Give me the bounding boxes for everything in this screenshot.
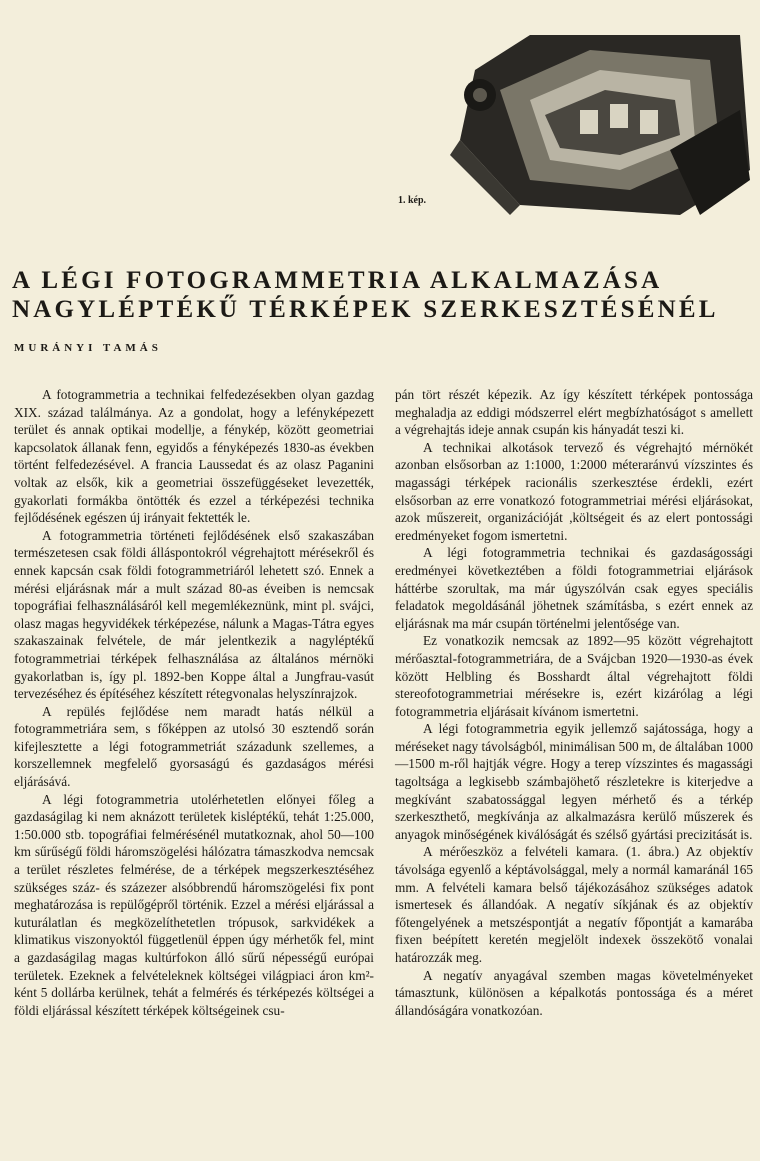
paragraph: A technikai alkotások tervező és végrehajtó mérnökét azonban elsősorban az 1:1000, 1:2000 méteraránvú vízszintes és magassági térképek racionális szerkesztése érdekli, ezért elsősorban az erre vonatkozó fotogrammetriai mérési eljárásokat, azok műszereit, organizációját ,költségeit és az elert pontossági eredményeket fogom ismertetni.: [395, 439, 753, 543]
paragraph: A légi fotogrammetria technikai és gazdaságossági eredményei következtében a földi fotogrammetriai eljárások háttérbe szorultak, ma már úgyszólván csak egyes speciális feladatok megoldásánál jöhetnek számításba, s ezért ennek az eljárásnak ma már csupán történelmi jelentősége van.: [395, 545, 753, 631]
paragraph: A mérőeszköz a felvételi kamara. (1. ábra.) Az objektív távolsága egyenlő a képtávolsággal, mely a normál kamaránál 165 mm. A felvételi kamara belső tájékozásához szükséges adatok ismertesek és állandóak. A negatív síkjának és az objektív főtengelyének a metszéspontját a negatív főpontját a kamarába fixen beépített keretén megjelölt indexek összekötő vonalai határozzák meg.: [395, 844, 753, 965]
paragraph: A fotogrammetria a technikai felfedezésekben olyan gazdag XIX. század találmánya. Az a gondolat, hogy a lefényképezett terület és annak optikai modellje, a fénykép, között geometriai kapcsolatok állanak fenn, egyidős a fényképezés 1830-as években történt felfedezésével. A francia Laussedat és az olasz Paganini voltak az elsők, kik a geometriai összefüggéseket levezették, gyakorlati formákba öntötték és ezzel a térképezési technika fejlődésének egészen új irányait fektették le.: [14, 387, 374, 526]
article-title: [12, 266, 752, 324]
paragraph: Ez vonatkozik nemcsak az 1892—95 között végrehajtott mérőasztal-fotogrammetriára, de a Svájcban 1920—1930-as évek között Helbling és Bosshardt által végrehajtott földi stereofotogrammetriai mérésekre is, ezért kizárólag a légi fotogrammetria eljárásait kívánom ismertetni.: [395, 633, 753, 719]
figure-caption: 1. kép.: [398, 195, 427, 206]
paragraph: A fotogrammetria történeti fejlődésének első szakaszában természetesen csak földi álláspontokról végrehajtott mérésekről és ennek kapcsán csak földi fotogrammetriáról lehetett szó. Ennek a mérési eljárásnak már a mult század 80-as éveiben is nemcsak topográfiai felhasználásáról kell megemlékeznünk, mint pl. svájci, olasz magas hegyvidékek térképezése, nálunk a Magas-Tátra egyes szakaszainak felvétele, de már jelentkezik a nagyléptékű fotogrammetriai térképek felhasználása az általános mérnöki gyakorlatban is, így pl. 1892-ben Koppe által a Jungfrau-vasút tervezéséhez és építéséhez készített rétegvonalas helyszínrajzok.: [14, 527, 374, 702]
camera-icon: [440, 30, 760, 220]
aerial-camera-photo: [440, 30, 760, 220]
left-column: [14, 386, 374, 1019]
title-line-1: A LÉGI FOTOGRAMMETRIA ALKALMAZÁSA: [12, 267, 663, 294]
author-name: MURÁNYI TAMÁS: [14, 342, 162, 354]
paragraph: A légi fotogrammetria utolérhetetlen előnyei főleg a gazdaságilag ki nem aknázott területek kisléptékű, tehát 1:25.000, 1:50.000 stb. topográfiai felmérésénél mutatkoznak, ahol 50—100 km sűrűségű földi háromszögelési hálózatra támaszkodva nemcsak a terület részletes felmérése, de a térképek megszerkesztéséhez szükséges száz- és százezer alsóbbrendű háromszögelési fix pont meghatározása is repülőgépről történik. Ezzel a mérési eljárással a kuturálatlan és megközelíthetetlen trópusok, sarkvidékek a klimatikus viszonyoktól függetlenül éppen úgy mérhetők fel, mint a gazdaságilag magas kultúrfokon álló sűrű népességű európai területek. Ezeknek a felvételeknek költségei világpiaci áron km²-ként 5 dollárba kerülnek, tehát a felmérés és térképezés költségei a földi eljárással készített térképek költségeinek csu-: [14, 791, 374, 1018]
paragraph: A repülés fejlődése nem maradt hatás nélkül a fotogrammetriára sem, s főképpen az utolsó 30 esztendő során kifejlesztette a légi fotogrammetriát századunk szellemes, a korszellemnek megfelelő gyorsaságú és gazdaságos mérési eljárásává.: [14, 703, 374, 790]
paragraph: A légi fotogrammetria egyik jellemző sajátossága, hogy a méréseket nagy távolságból, minimálisan 500 m, de általában 1000—1500 m-ről hajtják végre. Hogy a terep vízszintes és magassági tagoltsága a legkisebb számbajöhető részletekre is kiterjedve a megkívánt szabatossággal legyen mérhető és a térkép szerkeszthető, megkívánja az alkalmazásra kerülő műszerek és anyagok minőségének kiválóságát és szélső gyártási precizitását is.: [395, 721, 753, 842]
right-column: [395, 386, 753, 1019]
title-line-2: NAGYLÉPTÉKŰ TÉRKÉPEK SZERKESZTÉSÉNÉL: [12, 296, 719, 323]
paragraph: pán tört részét képezik. Az így készített térképek pontossága meghaladja az eddigi módszerrel elért megbízhatóságot s amellett a végrehajtás ideje annak csupán kis hányadát teszi ki.: [395, 387, 753, 438]
paragraph: A negatív anyagával szemben magas követelményeket támasztunk, különösen a képalkotás pontossága és a méret állandóságára vonatkozóan.: [395, 967, 753, 1018]
